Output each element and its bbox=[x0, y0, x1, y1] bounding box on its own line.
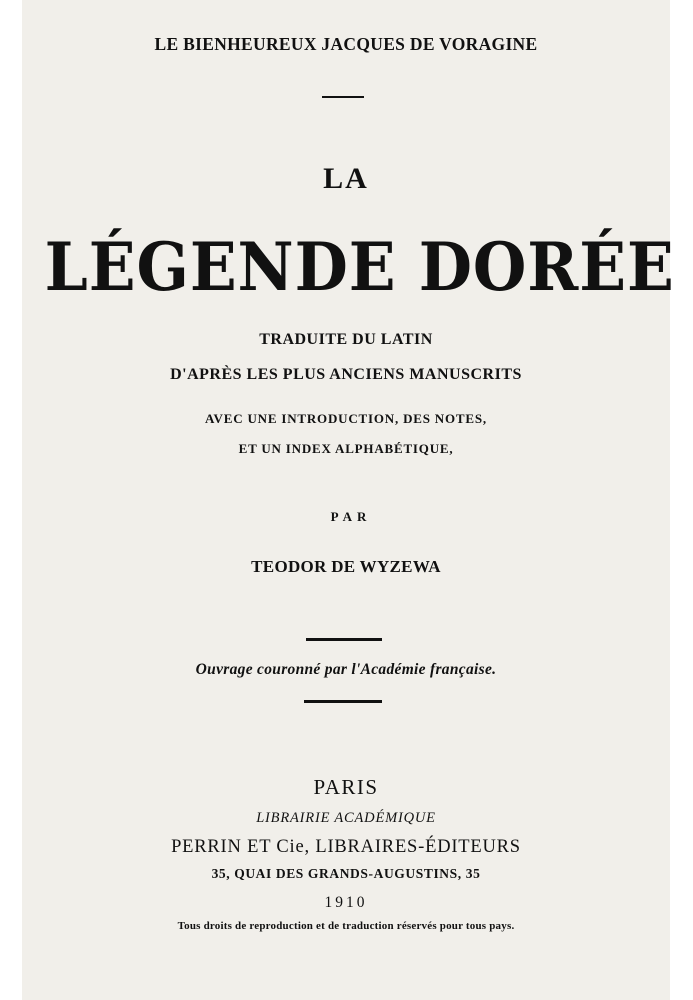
double-rule-upper bbox=[306, 638, 382, 641]
subtitle-manuscripts: D'APRÈS LES PLUS ANCIENS MANUSCRITS bbox=[170, 366, 522, 383]
main-title: LÉGENDE DORÉE bbox=[44, 228, 675, 306]
double-rule-lower bbox=[304, 700, 382, 703]
imprint-city: PARIS bbox=[313, 775, 379, 799]
prize-note: Ouvrage couronné par l'Académie française. bbox=[195, 661, 497, 678]
subtitle-introduction: AVEC UNE INTRODUCTION, DES NOTES, bbox=[205, 411, 487, 426]
imprint-year: 1910 bbox=[324, 894, 368, 911]
ornamental-rule-top bbox=[322, 96, 364, 98]
imprint-library: LIBRAIRIE ACADÉMIQUE bbox=[256, 810, 436, 826]
imprint-publisher: PERRIN ET Cie, LIBRAIRES-ÉDITEURS bbox=[171, 837, 521, 857]
imprint-address: 35, QUAI DES GRANDS-AUGUSTINS, 35 bbox=[211, 866, 481, 881]
subtitle-index: ET UN INDEX ALPHABÉTIQUE, bbox=[238, 441, 454, 456]
title-article: LA bbox=[323, 162, 369, 195]
by-line: PAR bbox=[330, 509, 372, 524]
subtitle-translated: TRADUITE DU LATIN bbox=[259, 331, 433, 348]
author-line: LE BIENHEUREUX JACQUES DE VORAGINE bbox=[154, 34, 538, 54]
title-page bbox=[22, 0, 675, 1000]
translator-name: TEODOR DE WYZEWA bbox=[251, 557, 441, 576]
imprint-rights: Tous droits de reproduction et de traduction réservés pour tous pays. bbox=[177, 920, 515, 932]
